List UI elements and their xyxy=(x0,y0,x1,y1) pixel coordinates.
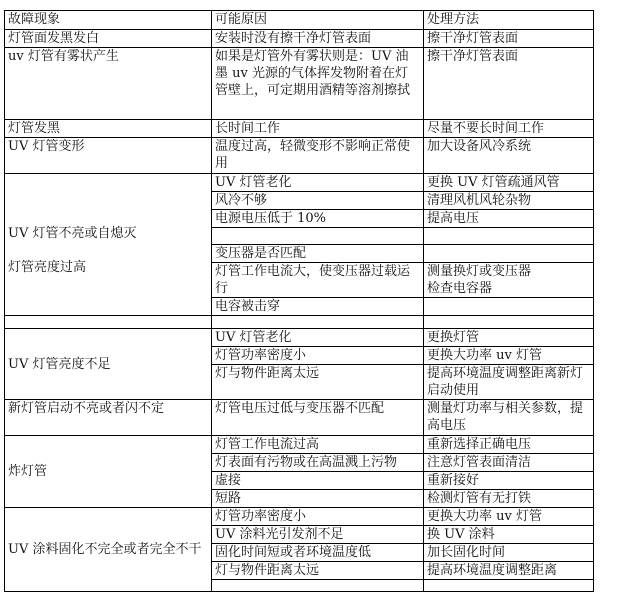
table-row xyxy=(5,436,594,454)
method-cell: 测量换灯或变压器 检查电容器 xyxy=(424,263,594,298)
phenomenon-cell: UV 涂料固化不完全或者完全不干 xyxy=(5,508,212,592)
method-cell xyxy=(424,580,594,592)
method-cell: 提高环境温度调整距离 xyxy=(424,562,594,580)
method-cell: 重新选择正确电压 xyxy=(424,436,594,454)
table-row xyxy=(5,120,594,138)
cause-cell: UV 灯管老化 xyxy=(212,174,424,192)
phenomenon-text: UV 灯管不亮或自熄灭 xyxy=(8,226,137,241)
cause-cell: 灯与物件距离太远 xyxy=(212,365,424,400)
cause-cell: 电容被击穿 xyxy=(212,298,424,316)
phenomenon-cell: uv 灯管有雾状产生 xyxy=(5,48,212,120)
method-cell: 提高电压 xyxy=(424,210,594,228)
method-cell: 清理风机风轮杂物 xyxy=(424,192,594,210)
cause-cell: UV 涂料光引发剂不足 xyxy=(212,526,424,544)
table-row xyxy=(5,508,594,526)
cause-cell: 灯管电压过低与变压器不匹配 xyxy=(212,400,424,436)
cause-cell: 灯管工作电流过高 xyxy=(212,436,424,454)
cause-cell: 电源电压低于 10% xyxy=(212,210,424,228)
phenomenon-cell: UV 灯管亮度不足 xyxy=(5,329,212,400)
table-row xyxy=(5,400,594,436)
method-cell: 擦干净灯管表面 xyxy=(424,30,594,48)
table-row xyxy=(5,329,594,347)
cause-cell: 灯管工作电流大，使变压器过载运行 xyxy=(212,263,424,298)
cause-cell: 灯与物件距离太远 xyxy=(212,562,424,580)
method-cell: 提高环境温度调整距离新灯启动使用 xyxy=(424,365,594,400)
table-row xyxy=(5,138,594,174)
method-cell: 擦干净灯管表面 xyxy=(424,48,594,120)
method-cell: 更换 UV 灯管疏通风管 xyxy=(424,174,594,192)
method-cell xyxy=(424,228,594,245)
cause-cell: UV 灯管老化 xyxy=(212,329,424,347)
method-cell: 重新接好 xyxy=(424,472,594,490)
header-cause: 可能原因 xyxy=(212,11,424,30)
cause-cell: 灯表面有污物或在高温溅上污物 xyxy=(212,454,424,472)
phenomenon-cell: UV 灯管变形 xyxy=(5,138,212,174)
method-cell: 更换大功率 uv 灯管 xyxy=(424,508,594,526)
method-cell xyxy=(424,245,594,263)
cause-cell: 灯管功率密度小 xyxy=(212,347,424,365)
method-cell: 加长固化时间 xyxy=(424,544,594,562)
phenomenon-cell xyxy=(5,174,212,316)
cause-cell: 短路 xyxy=(212,490,424,508)
header-method: 处理方法 xyxy=(424,11,594,30)
cause-cell: 固化时间短或者环境温度低 xyxy=(212,544,424,562)
method-cell xyxy=(424,298,594,316)
cause-cell: 虚接 xyxy=(212,472,424,490)
cause-cell: 温度过高，轻微变形不影响正常使用 xyxy=(212,138,424,174)
phenomenon-cell: 新灯管启动不亮或者闪不定 xyxy=(5,400,212,436)
cause-cell: 长时间工作 xyxy=(212,120,424,138)
blank-row xyxy=(5,316,594,329)
fault-table xyxy=(4,10,594,592)
header-row xyxy=(5,11,594,30)
phenomenon-cell: 炸灯管 xyxy=(5,436,212,508)
cause-cell: 风冷不够 xyxy=(212,192,424,210)
method-cell: 更换灯管 xyxy=(424,329,594,347)
method-cell: 检测灯管有无打铁 xyxy=(424,490,594,508)
phenomenon-text: 灯管亮度过高 xyxy=(8,260,87,275)
cause-cell: 变压器是否匹配 xyxy=(212,245,424,263)
method-cell: 尽量不要长时间工作 xyxy=(424,120,594,138)
method-cell: 加大设备风冷系统 xyxy=(424,138,594,174)
phenomenon-cell: 灯管面发黑发白 xyxy=(5,30,212,48)
method-cell: 注意灯管表面清洁 xyxy=(424,454,594,472)
method-cell: 换 UV 涂料 xyxy=(424,526,594,544)
table-row xyxy=(5,30,594,48)
table-row xyxy=(5,174,594,192)
header-phenomenon: 故障现象 xyxy=(5,11,212,30)
cause-cell: 如果是灯管外有雾状则是：UV 油墨 uv 光源的气体挥发物附着在灯管壁上，可定期用酒精等溶剂擦拭 xyxy=(212,48,424,120)
method-cell: 更换大功率 uv 灯管 xyxy=(424,347,594,365)
cause-cell xyxy=(212,228,424,245)
cause-cell: 安装时没有擦干净灯管表面 xyxy=(212,30,424,48)
fault-table-sheet xyxy=(4,10,594,592)
table-row xyxy=(5,48,594,120)
cause-cell: 灯管功率密度小 xyxy=(212,508,424,526)
method-cell: 测量灯功率与相关参数，提高电压 xyxy=(424,400,594,436)
cause-cell xyxy=(212,580,424,592)
phenomenon-cell: 灯管发黑 xyxy=(5,120,212,138)
